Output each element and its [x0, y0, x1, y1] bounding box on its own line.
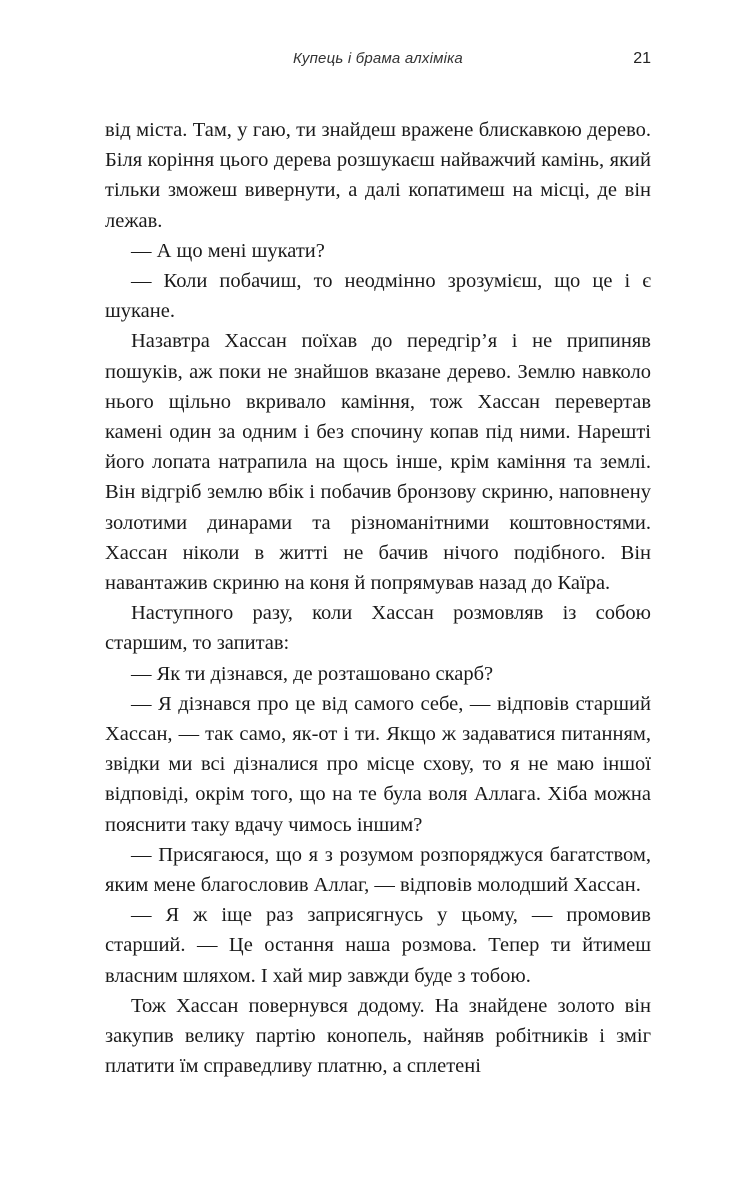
- paragraph: Назавтра Хассан поїхав до передгір’я і не припиняв пошуків, аж поки не знайшов вказане дерево. Землю навколо нього щільно вкривало каміння, тож Хассан перевертав камені один за одним і без спочину копав під ними. Нарешті його лопата натрапила на щось інше, крім каміння та землі. Він відгріб землю вбік і побачив бронзову скриню, наповнену золотими динарами та різноманітними коштовностями. Хассан ніколи в житті не бачив нічого подібного. Він навантажив скриню на коня й попрямував назад до Каїра.: [105, 330, 651, 595]
- paragraph: — А що мені шукати?: [131, 239, 325, 262]
- paragraph: — Коли побачиш, то неодмінно зрозумієш, що це і є шукане.: [105, 270, 651, 323]
- page-header: [105, 50, 651, 72]
- paragraph: Наступного разу, коли Хассан розмовляв із собою старшим, то запитав:: [105, 602, 651, 655]
- paragraph: — Я дізнався про це від самого себе, — відповів старший Хассан, — так само, як-от і ти. Якщо ж задаватися питанням, звідки ми всі дізналися про місце схову, то я не маю іншої відповіді, окрім того, що на те була воля Аллага. Хіба можна пояснити таку вдачу чимось іншим?: [105, 692, 651, 836]
- paragraph: — Я ж іще раз заприсягнусь у цьому, — промовив старший. — Це остання наша розмова. Тепер ти йтимеш власним шляхом. І хай мир завжди буде з тобою.: [105, 904, 651, 987]
- paragraph: Тож Хассан повернувся додому. На знайдене золото він закупив велику партію конопель, найняв робітників і зміг платити їм справедливу платню, а сплетені: [105, 994, 651, 1078]
- paragraph: — Як ти дізнався, де розташовано скарб?: [131, 662, 494, 685]
- paragraph: — Присягаюся, що я з розумом розпоряджуся багатством, яким мене благословив Аллаг, — відповів молодший Хассан.: [105, 843, 651, 897]
- body-text: [105, 115, 651, 1082]
- running-title: Купець і брама алхіміка: [293, 50, 463, 67]
- page-number: 21: [633, 50, 651, 67]
- paragraph: від міста. Там, у гаю, ти знайдеш вражене блискавкою дерево. Біля коріння цього дерева розшукаєш найважчий камінь, який тільки зможеш вивернути, а далі копатимеш на місці, де він лежав.: [105, 119, 651, 232]
